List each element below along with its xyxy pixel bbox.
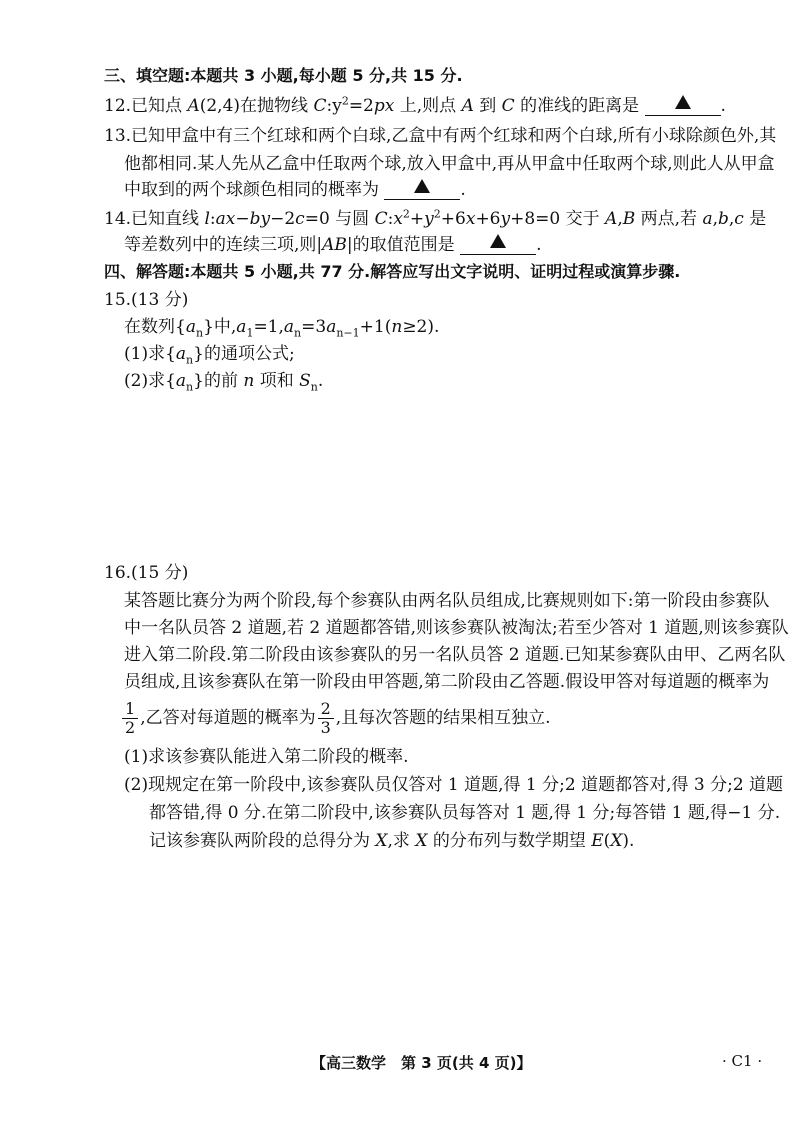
- question-16-line-4: 员组成,且该参赛队在第一阶段由甲答题,第二阶段由乙答题.假设甲答对每道题的概率为: [124, 672, 770, 692]
- question-15-title: 15.(13 分): [104, 290, 189, 310]
- answer-blank: [460, 234, 536, 255]
- q12-number: 12.: [104, 96, 132, 116]
- question-16-line-1: 某答题比赛分为两个阶段,每个参赛队由两名队员组成,比赛规则如下:第一阶段由参赛队: [124, 591, 770, 611]
- question-16-part-2-line-2: 都答错,得 0 分.在第二阶段中,该参赛队员每答对 1 题,得 1 分;每答错 1 题,得−1 分.: [149, 803, 781, 823]
- triangle-icon: [414, 179, 430, 193]
- question-13-line-3: 中取到的两个球颜色相同的概率为 .: [124, 180, 466, 200]
- question-16-line-2: 中一名队员答 2 道题,若 2 道题都答错,则该参赛队被淘汰;若至少答对 1 道题,则该参赛队: [124, 618, 789, 638]
- question-15-part-2: (2)求$\{a_n\}$的前 n 项和 $S_n$.: [124, 371, 324, 394]
- question-16-title: 16.(15 分): [104, 563, 189, 583]
- fraction-two-thirds: $\frac{2}{3}$: [318, 700, 334, 737]
- question-15-stem: 在数列$\{a_n\}$中$,a_1=1,a_n=3a_{n-1}+1(n\ge 2)$.: [124, 317, 440, 340]
- paper-code: · C1 ·: [722, 1052, 763, 1070]
- question-16-part-2-line-1: (2)现规定在第一阶段中,该参赛队员仅答对 1 道题,得 1 分;2 道题都答对,得 3 分;2 道题: [124, 775, 784, 795]
- triangle-icon: [490, 234, 506, 248]
- fraction-one-half: $\frac{1}{2}$: [122, 700, 138, 737]
- section-3-header: 三、填空题:本题共 3 小题,每小题 5 分,共 15 分.: [104, 66, 463, 85]
- question-16-line-3: 进入第二阶段.第二阶段由该参赛队的另一名队员答 2 道题.已知某参赛队由甲、乙两名队: [124, 645, 786, 665]
- question-14-line-1: 14.已知直线 l:ax−by−2c=0 与圆 $C:x^2+y^2+6x+6y+8=0$ 交于 A,B 两点,若 a,b,c 是: [104, 207, 767, 229]
- q14-number: 14.: [104, 209, 132, 229]
- question-12: 12.已知点 A(2,4)在抛物线 $C:y^2=2px$ 上,则点 A 到 C 的准线的距离是 .: [104, 94, 726, 116]
- triangle-icon: [675, 95, 691, 109]
- question-15-part-1: (1)求$\{a_n\}$的通项公式;: [124, 344, 295, 367]
- q13-number: 13.: [104, 126, 132, 146]
- question-16-part-2-line-3: 记该参赛队两阶段的总得分为 X,求 X 的分布列与数学期望 E(X).: [149, 831, 635, 851]
- question-13-line-2: 他都相同.某人先从乙盒中任取两个球,放入甲盒中,再从甲盒中任取两个球,则此人从甲盒: [124, 154, 775, 174]
- question-16-part-1: (1)求该参赛队能进入第二阶段的概率.: [124, 747, 409, 767]
- page-footer: 【高三数学 第 3 页(共 4 页)】: [311, 1054, 532, 1072]
- answer-blank: [384, 179, 460, 200]
- question-14-line-2: 等差数列中的连续三项,则|AB|的取值范围是 .: [124, 235, 542, 255]
- question-16-line-5: $\frac{1}{2}$ ,乙答对每道题的概率为 $\frac{2}{3}$ ,且每次答题的结果相互独立.: [120, 698, 551, 738]
- section-4-header: 四、解答题:本题共 5 小题,共 77 分.解答应写出文字说明、证明过程或演算步骤.: [104, 262, 681, 281]
- question-13-line-1: 13.已知甲盒中有三个红球和两个白球,乙盒中有两个红球和两个白球,所有小球除颜色外,其: [104, 126, 777, 146]
- answer-blank: [645, 95, 721, 116]
